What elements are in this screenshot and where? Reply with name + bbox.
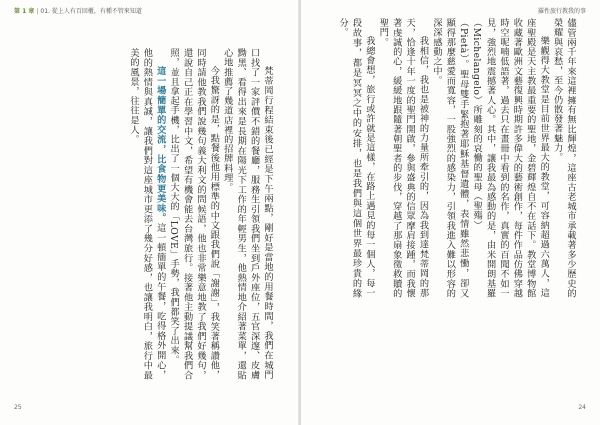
paragraph: （Pietà）。聖母雙手緊抱著耶穌基督遺體，表情雖然悲慟，卻又顯得那麼慈愛而寬容，一股強烈的感染力，引領我進入難以形容的深深感動之中。 <box>430 18 469 298</box>
paragraph: 儘管兩千年來這裡擁有無比輝煌，這座古老城市承載著多少歷史的榮耀與哀愁，至今仍散發著魅力。 <box>551 18 576 298</box>
page-number-right: 24 <box>578 404 586 411</box>
paragraph: 今我驚訝的是，點餐後他用標準的中文跟我們說「謝謝」，我笑著稱讚他，同時請他教我們說幾句義大利文的問候語，他也非常樂意地教了我們好幾句，還說自己正在學習中文，希望有機會能去台灣旅行。接著他主動提議幫我們合照，並且拿起手機，比出了一個大大的「LOVE」手勢，我們都笑了出來。 <box>168 48 220 380</box>
section-subhead: 這一場簡單的交流，比食物更美味。 <box>154 66 166 224</box>
header-separator: | <box>36 8 39 15</box>
paragraph: 樂觀得大教堂是目前世界最大的教堂，可容納超過六萬人，這座聖殿是天主教最重要的聖地，金碧輝煌自不在話下。教堂博物館收藏著歐洲文藝復興時期許多偉大的藝術創作，每件作品仿佛穿越時空呢喃低語著，過去只在畫冊中看到的名作，真實的百聞不如一見，強烈地震撼著人心。其中，讓我最為感動的是，由米開朗基羅（Michelangelo）所雕刻的哀慟的聖母（聖殤） <box>471 18 550 298</box>
paragraph: 我相信，我也是被神的力量所牽引的，因為我到達梵蒂岡的那天，恰逢十年一度的聖門開啟，參與盛典的信眾摩肩接踵，而我懷著虔誠的心，緩緩地跟隨著朝聖者的步伐，穿越了那扇象徵救贖的聖門。 <box>377 18 429 298</box>
running-head-right: 羅性旅行教我的事 <box>537 8 586 15</box>
chapter-number: 第 1 章 <box>14 8 35 15</box>
chapter-title: 01. 從上人有百回櫃，有種不管來知道 <box>40 8 142 15</box>
running-head-left <box>14 6 142 15</box>
left-page <box>0 0 299 425</box>
right-page <box>301 0 600 425</box>
right-body-text <box>337 18 577 298</box>
paragraph <box>127 48 167 380</box>
paragraph: 梵蒂岡行程結束後已經是下午兩點，剛好是當地的用餐時間，我們在城門口找了一家評價不錯的餐廳，服務生引領我們坐到戶外座位，五官深邃、皮膚黝黑、看得出來是長期在陽光下工作的年輕男生，他熱情地介紹著菜單，還貼心地推薦了幾道店裡的招牌料理。 <box>221 48 273 380</box>
left-body-text <box>26 48 274 380</box>
paragraph: 我總會想，旅行或許就是這樣，在路上遇見的每一個人，每一段故事，都是冥冥之中的安排，也是我們與這個世界最珍貴的緣分。 <box>337 18 375 298</box>
paragraph-text: 這一頓簡單的午餐，吃得格外開心，他的熱情與真誠，讓我們對這座城市更添了幾分好感，也讓我明白，旅行中最美的風景，往往是人。 <box>127 48 166 380</box>
page-number-left: 25 <box>14 404 22 411</box>
